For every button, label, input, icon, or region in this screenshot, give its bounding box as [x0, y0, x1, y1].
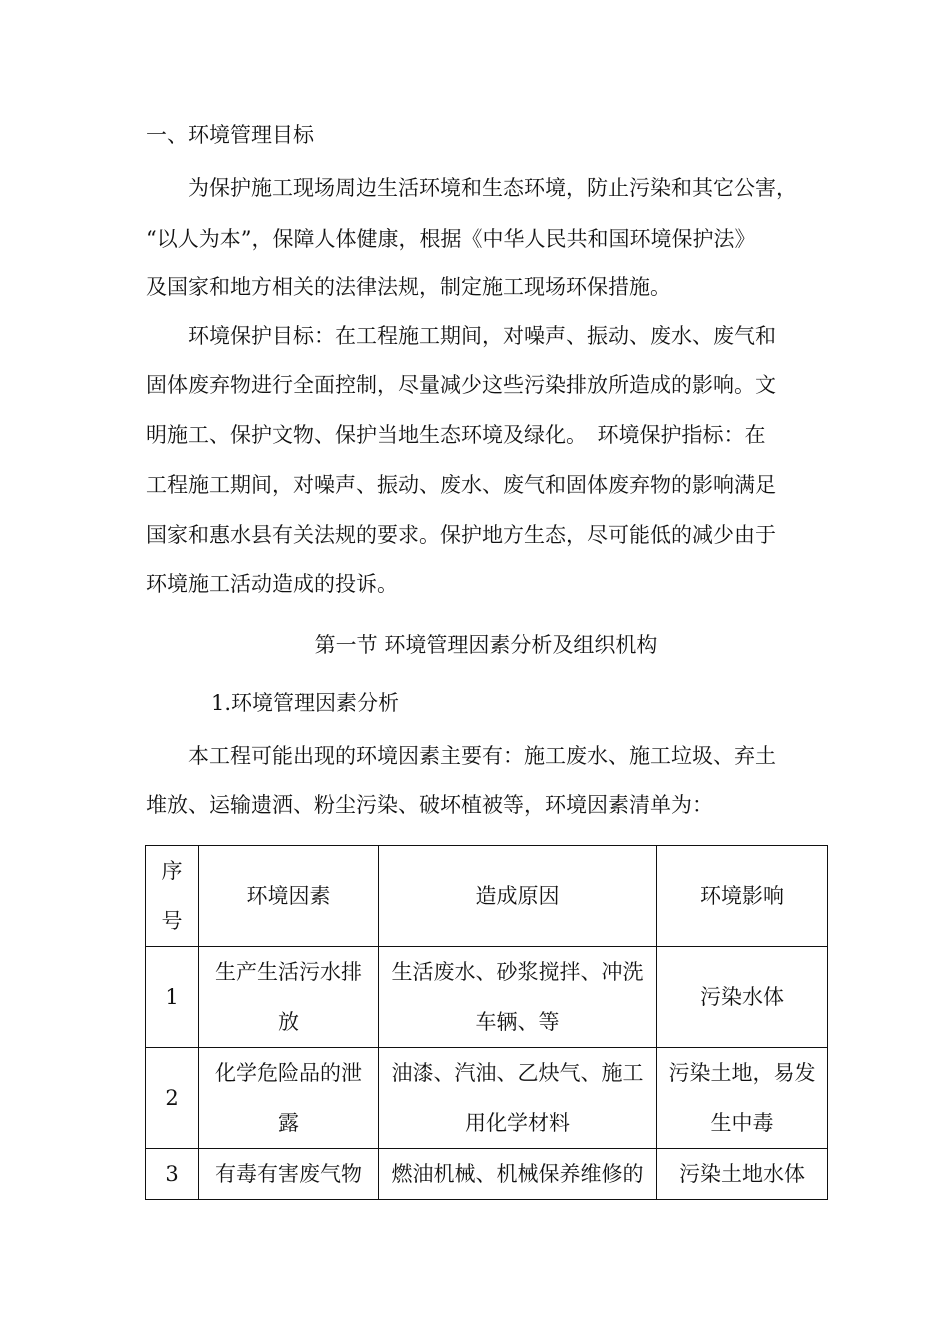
paragraph-2-line-2: 固体废弃物进行全面控制，尽量减少这些污染排放所造成的影响。文 [146, 373, 776, 397]
paragraph-2-line-5: 国家和惠水县有关法规的要求。保护地方生态，尽可能低的减少由于 [146, 523, 776, 547]
cell-seq: 1 [146, 947, 199, 1048]
paragraph-1-line-2: “以人为本”，保障人体健康，根据《中华人民共和国环境保护法》 [146, 227, 756, 251]
table-row [146, 1149, 828, 1200]
cell-seq: 3 [146, 1149, 199, 1200]
table-row [146, 1048, 828, 1149]
subsection-title: 1.环境管理因素分析 [211, 691, 400, 715]
paragraph-3-line-1: 本工程可能出现的环境因素主要有：施工废水、施工垃圾、弃土 [188, 744, 776, 768]
cell-cause: 燃油机械、机械保养维修的 [379, 1149, 657, 1200]
header-cause: 造成原因 [379, 846, 657, 947]
header-factor: 环境因素 [199, 846, 379, 947]
cell-impact-line-2: 生中毒 [710, 1111, 774, 1135]
header-seq-line-1: 序 [161, 859, 183, 883]
cell-seq: 2 [146, 1048, 199, 1149]
cell-factor-line-1: 化学危险品的泄 [215, 1061, 362, 1085]
cell-factor-line-1: 生产生活污水排 [215, 960, 362, 984]
paragraph-1-line-1: 为保护施工现场周边生活环境和生态环境，防止污染和其它公害， [188, 176, 797, 200]
cell-factor-line-2: 露 [278, 1111, 299, 1135]
paragraph-2-line-3: 明施工、保护文物、保护当地生态环境及绿化。 环境保护指标：在 [146, 423, 766, 447]
cell-impact: 污染水体 [657, 947, 828, 1048]
cell-cause [379, 947, 657, 1048]
cell-impact [657, 1048, 828, 1149]
cell-factor: 有毒有害废气物 [199, 1149, 379, 1200]
paragraph-2-line-4: 工程施工期间，对噪声、振动、废水、废气和固体废弃物的影响满足 [146, 473, 776, 497]
environment-factors-table [145, 845, 828, 1200]
cell-impact-line-1: 污染土地，易发 [668, 1061, 816, 1085]
table-header-row [146, 846, 828, 947]
cell-factor-line-2: 放 [278, 1010, 299, 1034]
cell-cause-line-1: 生活废水、砂浆搅拌、冲洗 [391, 960, 644, 984]
cell-cause-line-1: 油漆、汽油、乙炔气、施工 [391, 1061, 644, 1085]
heading-environment-goals: 一、环境管理目标 [146, 123, 314, 147]
paragraph-2-line-1: 环境保护目标：在工程施工期间，对噪声、振动、废水、废气和 [188, 324, 776, 348]
paragraph-3-line-2: 堆放、运输遗洒、粉尘污染、破坏植被等，环境因素清单为： [146, 793, 713, 817]
cell-cause-line-2: 用化学材料 [465, 1111, 570, 1135]
header-impact: 环境影响 [657, 846, 828, 947]
cell-cause [379, 1048, 657, 1149]
cell-impact: 污染土地水体 [657, 1149, 828, 1200]
table-row [146, 947, 828, 1048]
paragraph-2-line-6: 环境施工活动造成的投诉。 [146, 572, 398, 596]
paragraph-1-line-3: 及国家和地方相关的法律法规，制定施工现场环保措施。 [146, 275, 671, 299]
header-seq-line-2: 号 [161, 909, 183, 933]
section-title: 第一节 环境管理因素分析及组织机构 [314, 633, 658, 657]
cell-factor [199, 947, 379, 1048]
cell-cause-line-2: 车辆、等 [475, 1010, 560, 1034]
header-seq [146, 846, 199, 947]
cell-factor [199, 1048, 379, 1149]
